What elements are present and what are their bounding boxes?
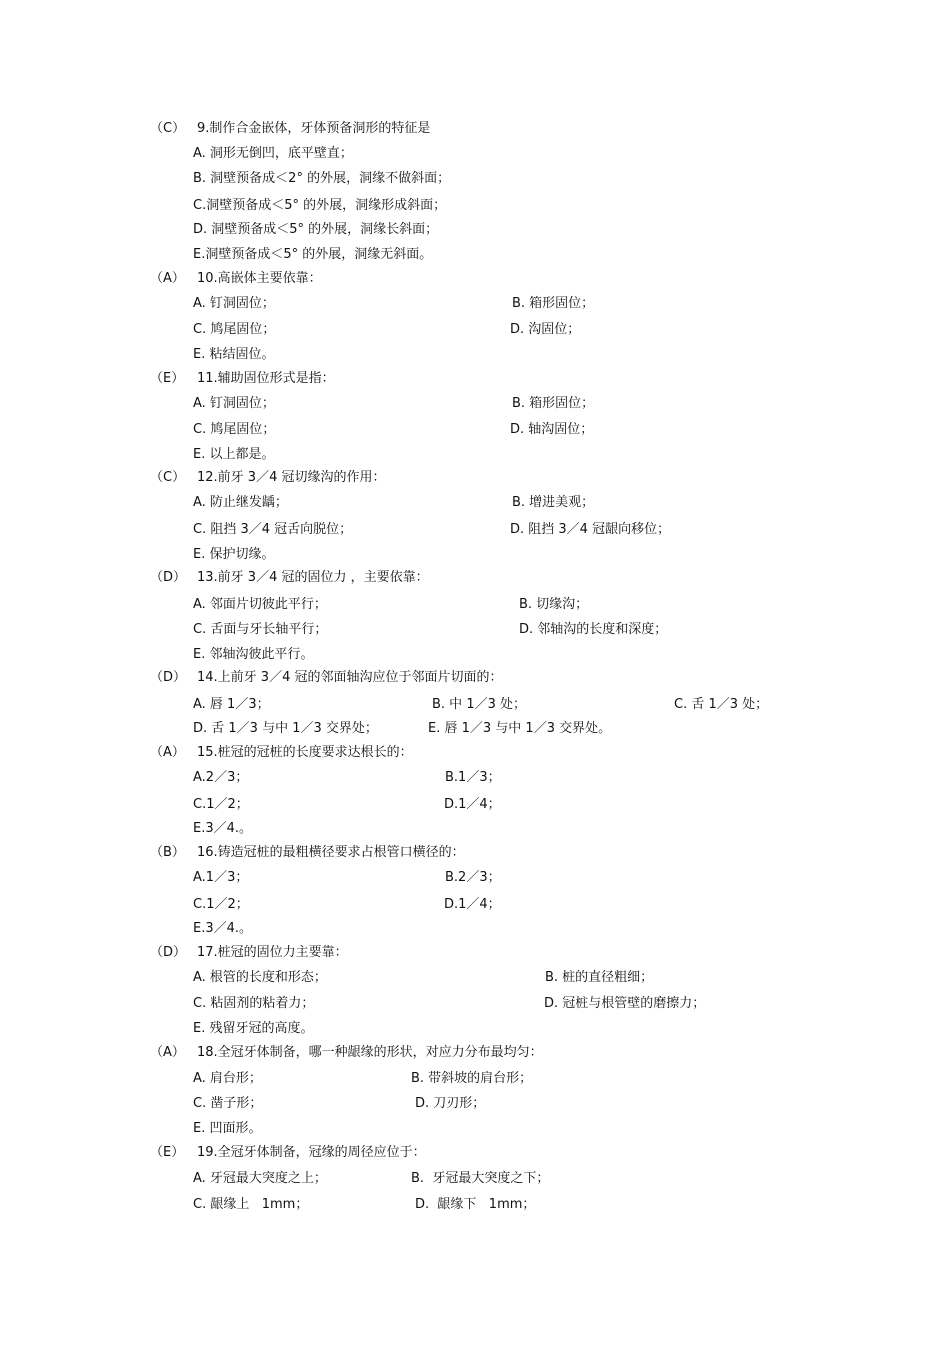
option-b: B. 中 1／3 处； xyxy=(432,697,526,712)
option-b: B. 带斜坡的肩台形； xyxy=(411,1071,533,1086)
option-e: E. 保护切缘。 xyxy=(193,547,275,562)
option-e: E.3／4.。 xyxy=(193,821,253,836)
option-d: D. 龈缘下 1mm； xyxy=(415,1197,536,1212)
question-stem: 19.全冠牙体制备，冠缘的周径应位于： xyxy=(197,1145,426,1160)
option-a: A. 洞形无倒凹，底平壁直； xyxy=(193,146,353,161)
option-a: A. 钉洞固位； xyxy=(193,396,275,411)
answer-label: （E） xyxy=(150,371,185,386)
option-d: D. 刀刃形； xyxy=(415,1096,486,1111)
answer-label: （A） xyxy=(150,271,185,286)
option-a: A. 邻面片切彼此平行； xyxy=(193,597,327,612)
option-e: E.洞壁预备成＜5° 的外展，洞缘无斜面。 xyxy=(193,247,433,262)
option-a: A. 钉洞固位； xyxy=(193,296,275,311)
option-c: C.1／2； xyxy=(193,797,249,812)
question-stem: 10.高嵌体主要依靠： xyxy=(197,271,322,286)
answer-label: （D） xyxy=(150,670,187,685)
question-stem: 9.制作合金嵌体，牙体预备洞形的特征是 xyxy=(197,121,431,136)
answer-label: （C） xyxy=(150,470,186,485)
option-c: C. 粘固剂的粘着力； xyxy=(193,996,315,1011)
option-c: C.1／2； xyxy=(193,897,249,912)
option-e: E. 粘结固位。 xyxy=(193,347,275,362)
option-a: A. 牙冠最大突度之上； xyxy=(193,1171,327,1186)
option-d: D.1／4； xyxy=(444,797,501,812)
question-stem: 12.前牙 3／4 冠切缘沟的作用： xyxy=(197,470,386,485)
option-b: B. 牙冠最大突度之下； xyxy=(411,1171,550,1186)
option-e: E. 残留牙冠的高度。 xyxy=(193,1021,314,1036)
option-b: B. 洞壁预备成＜2° 的外展，洞缘不做斜面； xyxy=(193,171,451,186)
option-a: A. 唇 1／3； xyxy=(193,697,270,712)
answer-label: （D） xyxy=(150,570,187,585)
option-c: C. 阻挡 3／4 冠舌向脱位； xyxy=(193,522,353,537)
answer-label: （D） xyxy=(150,945,187,960)
option-b: B. 箱形固位； xyxy=(512,396,595,411)
question-stem: 14.上前牙 3／4 冠的邻面轴沟应位于邻面片切面的： xyxy=(197,670,503,685)
answer-label: （A） xyxy=(150,1045,185,1060)
option-b: B.2／3； xyxy=(445,870,501,885)
option-b: B. 箱形固位； xyxy=(512,296,595,311)
option-b: B. 增进美观； xyxy=(512,495,595,510)
option-d: D. 洞壁预备成＜5° 的外展，洞缘长斜面； xyxy=(193,222,439,237)
option-c: C. 舌 1／3 处； xyxy=(674,697,769,712)
answer-label: （A） xyxy=(150,745,185,760)
option-e: E. 唇 1／3 与中 1／3 交界处。 xyxy=(428,721,612,736)
option-c: C. 鸠尾固位； xyxy=(193,322,276,337)
option-a: A. 根管的长度和形态； xyxy=(193,970,327,985)
option-c: C. 凿子形； xyxy=(193,1096,263,1111)
option-a: A. 肩台形； xyxy=(193,1071,262,1086)
option-b: B. 切缘沟； xyxy=(519,597,589,612)
option-b: B.1／3； xyxy=(445,770,501,785)
option-a: A. 防止继发龋； xyxy=(193,495,288,510)
question-stem: 13.前牙 3／4 冠的固位力 ，主要依靠： xyxy=(197,570,429,585)
option-c: C. 舌面与牙长轴平行； xyxy=(193,622,328,637)
answer-label: （E） xyxy=(150,1145,185,1160)
question-stem: 18.全冠牙体制备，哪一种龈缘的形状，对应力分布最均匀： xyxy=(197,1045,543,1060)
option-d: D.1／4； xyxy=(444,897,501,912)
option-d: D. 舌 1／3 与中 1／3 交界处； xyxy=(193,721,378,736)
option-d: D. 邻轴沟的长度和深度； xyxy=(519,622,668,637)
question-stem: 16.铸造冠桩的最粗横径要求占根管口横径的： xyxy=(197,845,465,860)
option-d: D. 阻挡 3／4 冠龈向移位； xyxy=(510,522,671,537)
option-d: D. 冠桩与根管壁的磨擦力； xyxy=(544,996,706,1011)
answer-label: （B） xyxy=(150,845,185,860)
option-d: D. 轴沟固位； xyxy=(510,422,594,437)
option-b: B. 桩的直径粗细； xyxy=(545,970,654,985)
question-stem: 15.桩冠的冠桩的长度要求达根长的： xyxy=(197,745,413,760)
option-a: A.2／3； xyxy=(193,770,249,785)
option-e: E. 以上都是。 xyxy=(193,447,275,462)
option-d: D. 沟固位； xyxy=(510,322,581,337)
option-c: C.洞壁预备成＜5° 的外展，洞缘形成斜面； xyxy=(193,198,447,213)
question-stem: 11.辅助固位形式是指： xyxy=(197,371,335,386)
question-stem: 17.桩冠的固位力主要靠： xyxy=(197,945,348,960)
option-e: E. 邻轴沟彼此平行。 xyxy=(193,647,314,662)
option-e: E. 凹面形。 xyxy=(193,1121,262,1136)
answer-label: （C） xyxy=(150,121,186,136)
option-a: A.1／3； xyxy=(193,870,249,885)
option-c: C. 龈缘上 1mm； xyxy=(193,1197,309,1212)
option-e: E.3／4.。 xyxy=(193,921,253,936)
option-c: C. 鸠尾固位； xyxy=(193,422,276,437)
